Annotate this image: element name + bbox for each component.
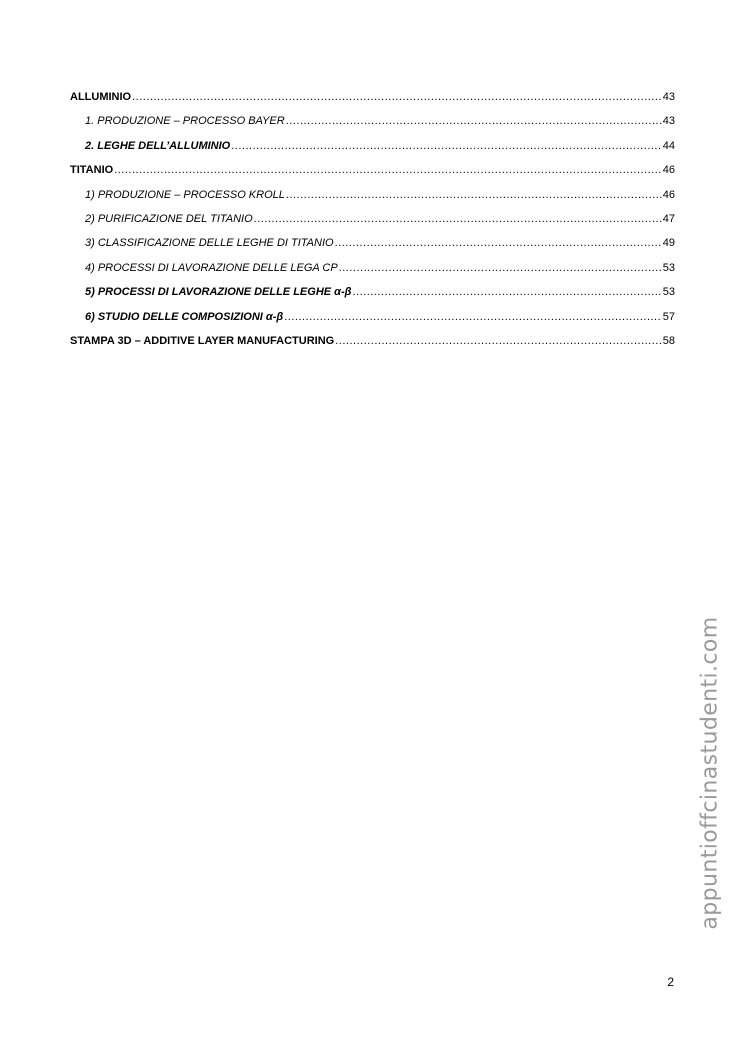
toc-entry-page: 53	[662, 261, 675, 274]
toc-entry-produzione-bayer[interactable]	[70, 112, 675, 136]
toc-entry-page: 46	[662, 164, 675, 177]
toc-dot-leader	[231, 137, 662, 155]
toc-dot-leader	[335, 332, 662, 350]
toc-entry-page: 43	[662, 115, 675, 128]
toc-entry-title: 1. PRODUZIONE – PROCESSO BAYER	[85, 115, 285, 128]
toc-entry-page: 44	[662, 139, 675, 152]
toc-entry-processi-leghe-alpha-beta[interactable]	[70, 283, 675, 307]
toc-dot-leader	[286, 186, 662, 204]
toc-entry-page: 57	[662, 310, 675, 323]
toc-entry-page: 43	[662, 91, 675, 103]
toc-entry-title: 2) PURIFICAZIONE DEL TITANIO	[85, 212, 253, 225]
toc-entry-title: STAMPA 3D – ADDITIVE LAYER MANUFACTURING	[70, 334, 335, 347]
toc-entry-page: 53	[662, 286, 675, 299]
toc-entry-stampa-3d[interactable]	[70, 332, 675, 356]
toc-entry-title: 1) PRODUZIONE – PROCESSO KROLL	[85, 188, 285, 201]
toc-entry-purificazione-titanio[interactable]	[70, 210, 675, 234]
page-number: 2	[667, 975, 674, 989]
toc-dot-leader	[254, 210, 662, 228]
toc-dot-leader	[339, 259, 662, 277]
toc-entry-leghe-alluminio[interactable]	[70, 137, 675, 161]
toc-entry-title: 6) STUDIO DELLE COMPOSIZIONI α-β	[85, 310, 284, 323]
toc-dot-leader	[284, 308, 662, 326]
toc-entry-page: 58	[662, 334, 675, 347]
toc-dot-leader	[335, 234, 662, 252]
toc-entry-page: 47	[662, 212, 675, 225]
toc-entry-page: 49	[662, 237, 675, 250]
table-of-contents	[70, 88, 675, 356]
toc-entry-title: TITANIO	[70, 164, 114, 177]
toc-dot-leader	[114, 161, 662, 179]
toc-entry-title: 5) PROCESSI DI LAVORAZIONE DELLE LEGHE α-β	[85, 286, 352, 299]
toc-entry-titanio[interactable]	[70, 161, 675, 185]
toc-entry-title: ALLUMINIO	[70, 91, 132, 103]
toc-entry-processi-lega-cp[interactable]	[70, 259, 675, 283]
toc-entry-title: 2. LEGHE DELL’ALLUMINIO	[85, 139, 231, 152]
toc-entry-classificazione-leghe-titanio[interactable]	[70, 234, 675, 258]
toc-dot-leader	[132, 88, 662, 106]
toc-dot-leader	[352, 283, 661, 301]
toc-entry-page: 46	[662, 188, 675, 201]
toc-entry-studio-composizioni[interactable]	[70, 308, 675, 332]
toc-dot-leader	[286, 112, 662, 130]
toc-entry-produzione-kroll[interactable]	[70, 186, 675, 210]
toc-entry-alluminio[interactable]	[70, 88, 675, 112]
toc-entry-title: 4) PROCESSI DI LAVORAZIONE DELLE LEGA CP	[85, 261, 338, 274]
toc-entry-title: 3) CLASSIFICAZIONE DELLE LEGHE DI TITANIO	[85, 237, 334, 250]
site-watermark: appuntioffcinastudenti.com	[697, 616, 723, 930]
